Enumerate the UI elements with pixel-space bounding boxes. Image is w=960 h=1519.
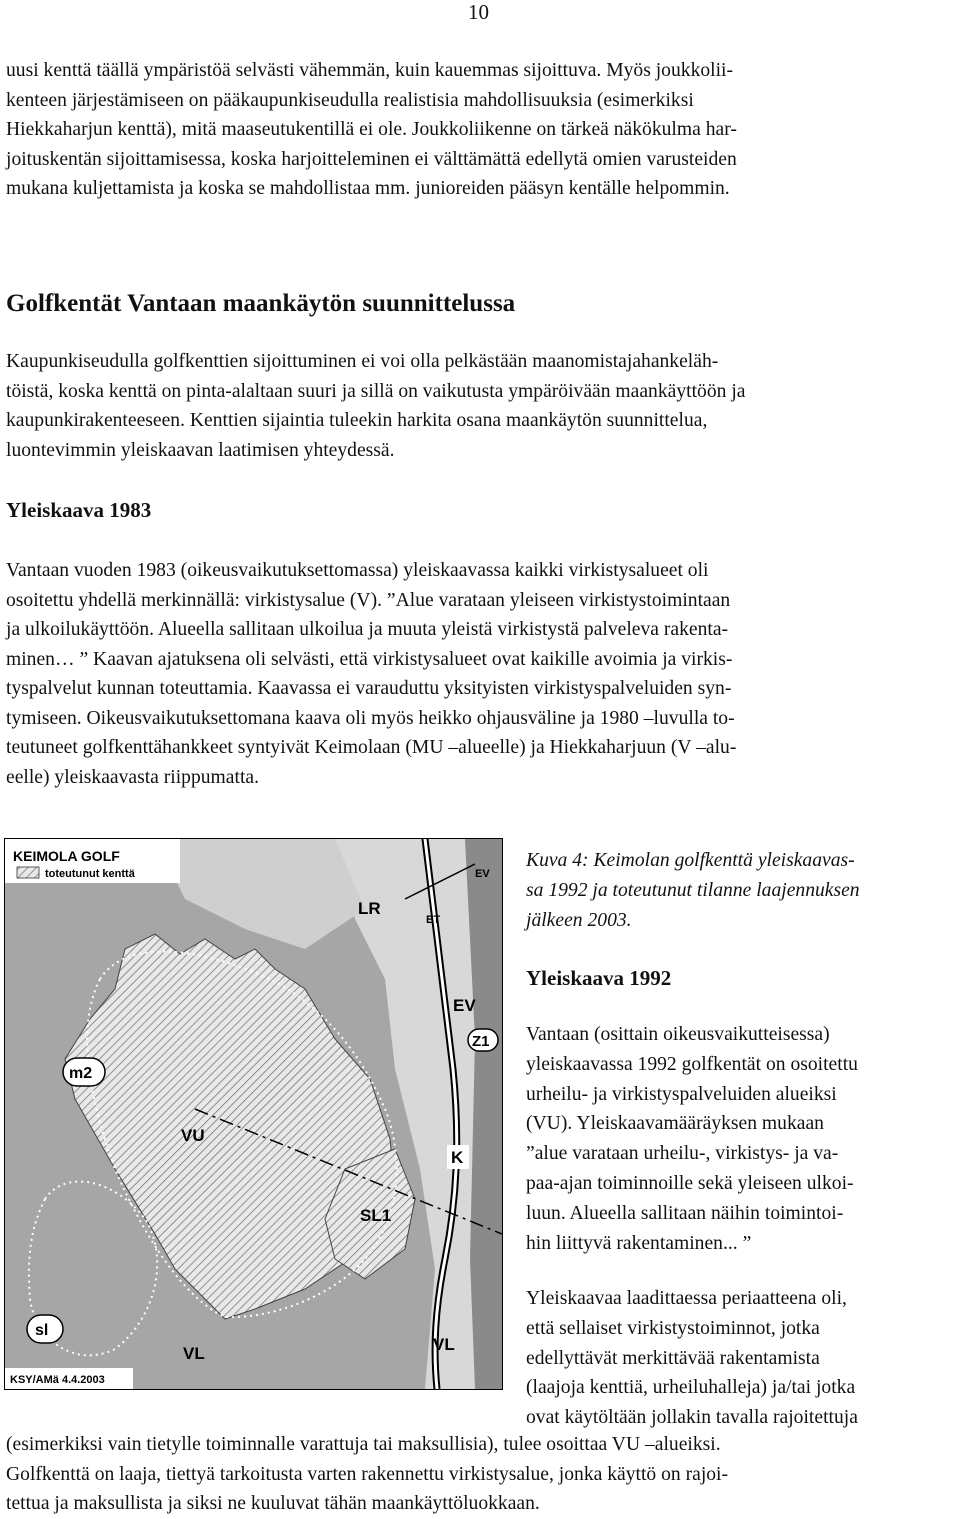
figure-caption [526,846,956,935]
caption-line: Kuva 4: Keimolan golfkenttä yleiskaavas- [526,850,855,871]
text-line: luontevimmin yleiskaavan laatimisen yhteydessä. [6,439,395,461]
text-line: hin liittyvä rakentaminen... ” [526,1232,752,1254]
caption-line: sa 1992 ja toteutunut tilanne laajennuksen [526,879,860,901]
text-line: tymiseen. Oikeusvaikutuksettomana kaava oli myös heikko ohjausväline ja 1980 –luvulla to- [6,707,735,729]
text-line: tyspalvelut kunnan toteuttamia. Kaavassa ei varauduttu yksityisten virkistyspalveluiden syn- [6,678,732,699]
text-line: (VU). Yleiskaavamääräyksen mukaan [526,1113,824,1135]
text-line: urheilu- ja virkistyspalveluiden alueiksi [526,1083,837,1105]
intro-paragraph [6,56,956,204]
keimola-golf-map [4,838,503,1390]
text-line: kenteen järjestämiseen on pääkaupunkiseudulla realistisia mahdollisuuksia (esimerkiksi [6,89,694,111]
label-lr: LR [358,899,381,918]
label-m2: m2 [69,1065,93,1082]
label-ev-top: EV [475,868,490,880]
text-line: Vantaan vuoden 1983 (oikeusvaikutuksettomassa) yleiskaavassa kaikki virkistysalueet oli [6,560,709,581]
text-line: teutuneet golfkenttähankkeet syntyivät Keimolaan (MU –alueelle) ja Hiekkaharjuun (V –alu- [6,737,737,758]
text-line: tettua ja maksullista ja siksi ne kuuluvat tähän maankäyttöluokkaan. [6,1493,540,1514]
text-line: edellyttävät merkittävää rakentamista [526,1347,820,1369]
text-line: eelle) yleiskaavasta riippumatta. [6,766,259,788]
text-line: kaupunkirakenteeseen. Kenttien sijaintia tuleekin harkita osana maankäytön suunnittelua, [6,410,708,431]
label-k: K [451,1148,464,1167]
text-line: joituskentän sijoittamisessa, koska harjoitteleminen ei välttämättä edellytä omien varusteiden [6,148,737,170]
yleiskaava-1992-paragraph [526,1020,956,1258]
label-vl-right: VL [433,1335,455,1354]
text-line: ovat käytöltään jollakin tavalla rajoitettuja [526,1407,858,1429]
label-et: ET [426,914,441,926]
bottom-paragraph [6,1430,956,1519]
text-line: että sellaiset virkistystoiminnot, jotka [526,1317,820,1339]
text-line: (laajoja kenttiä, urheiluhalleja) ja/tai jotka [526,1377,856,1399]
legend-swatch [17,867,39,878]
map-credit: KSY/AMä 4.4.2003 [10,1374,105,1386]
yleiskaava-1983-paragraph [6,556,956,792]
text-line: ”alue varataan urheilu-, virkistys- ja va- [526,1143,839,1165]
map-graphic [5,839,502,1389]
caption-line: jälkeen 2003. [526,909,632,931]
section-heading: Golfkentät Vantaan maankäytön suunnittelussa [6,290,516,317]
label-vl-left: VL [183,1344,205,1363]
text-line: paa-ajan toiminnoille sekä yleiseen ulkoi- [526,1172,854,1194]
text-line: uusi kenttä täällä ympäristöä selvästi vähemmän, kuin kauemmas sijoittuva. Myös joukkolii- [6,60,734,81]
subheading-yleiskaava-1992: Yleiskaava 1992 [526,966,672,990]
map-subtitle: toteutunut kenttä [45,868,135,880]
text-line: Golfkenttä on laaja, tiettyä tarkoitusta varten rakennettu virkistysalue, jonka käyttö on rajoi- [6,1463,729,1485]
label-z1: Z1 [472,1033,490,1050]
text-line: osoitettu yhdellä merkinnällä: virkistysalue (V). ”Alue varataan yleiseen virkistystoimintaan [6,589,731,611]
text-line: Hiekkaharjun kenttä), mitä maaseutukentillä ei ole. Joukkoliikenne on tärkeä näkökulma har- [6,119,737,140]
label-sl: sl [35,1322,49,1339]
text-line: Kaupunkiseudulla golfkenttien sijoittuminen ei voi olla pelkästään maanomistajahankeläh- [6,351,719,372]
text-line: Yleiskaavaa laadittaessa periaatteena oli, [526,1288,847,1309]
text-line: töistä, koska kenttä on pinta-alaltaan suuri ja sillä on vaikutusta ympäröivään maankäyttöön ja [6,380,746,402]
text-line: yleiskaavassa 1992 golfkentät on osoitettu [526,1053,858,1075]
text-line: Vantaan (osittain oikeusvaikutteisessa) [526,1024,830,1045]
label-sl1: SL1 [360,1206,392,1225]
map-title: KEIMOLA GOLF [13,848,120,864]
section-paragraph [6,347,956,465]
text-line: ja ulkoilukäyttöön. Alueella sallitaan ulkoilua ja muuta yleistä virkistystä palveleva rakenta- [6,619,729,640]
text-line: minen… ” Kaavan ajatuksena oli selvästi, että virkistysalueet ovat kaikille avoimia ja virkis- [6,648,733,670]
text-line: (esimerkiksi vain tietylle toiminnalle varattuja tai maksullisia), tulee osoittaa VU –alueiksi. [6,1434,721,1455]
text-line: luun. Alueella sallitaan näihin toimintoi- [526,1202,844,1224]
label-vu: VU [181,1126,205,1145]
label-ev: EV [453,996,476,1015]
right-paragraph [526,1284,956,1433]
subheading-yleiskaava-1983: Yleiskaava 1983 [6,498,152,522]
page-number: 10 [468,0,489,24]
text-line: mukana kuljettamista ja koska se mahdollistaa mm. junioreiden pääsyn kentälle helpommin. [6,178,730,199]
